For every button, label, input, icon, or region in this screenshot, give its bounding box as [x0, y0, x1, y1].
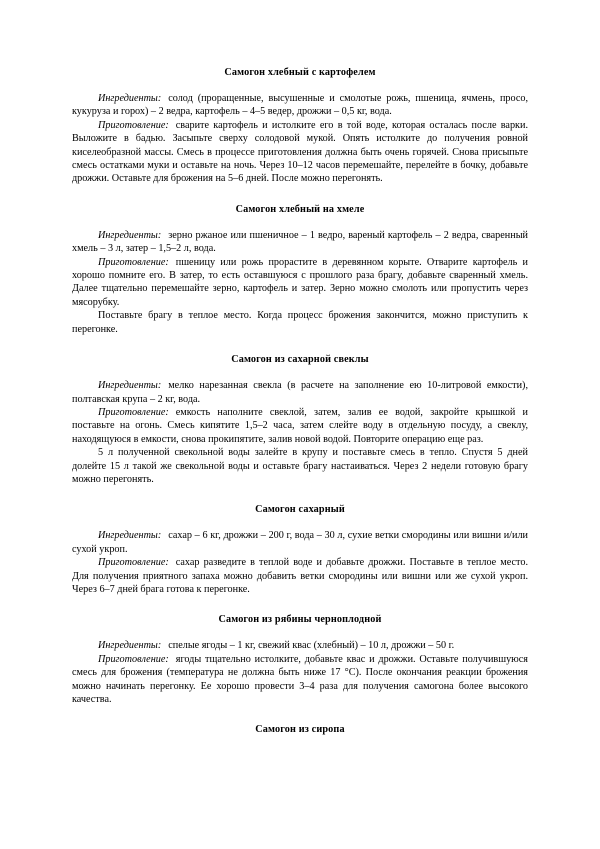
recipe-preparation-paragraph-3: [72, 406, 528, 446]
recipe-heading-6: Самогон из сиропа: [255, 724, 345, 736]
recipe-heading-1: Самогон хлебный с картофелем: [224, 67, 376, 78]
ingredients-label: Ингредиенты:: [98, 93, 162, 104]
recipe-extra-paragraph-3: 5 л полученной свекольной воды залейте в крупу и поставьте смесь в тепло. Спустя 5 дней долейте 15 л такой же свекольной воды и оставьте брагу настаиваться. Через 2 недели готовую брагу можно перегонять.: [72, 447, 528, 485]
recipe-preparation-paragraph-4: [72, 556, 528, 596]
recipe-preparation-paragraph-5: [72, 653, 528, 707]
recipe-extra-paragraph-2: Поставьте брагу в теплое место. Когда процесс брожения закончится, можно приступить к перегонке.: [72, 310, 528, 335]
recipe-ingredients-text-1: солод (проращенные, высушенные и смолотые рожь, пшеница, ячмень, просо, кукуруза и горох) – 2 ведра, картофель – 4–5 ведер, дрожжи – 0,5 кг, вода.: [72, 93, 528, 118]
recipe-ingredients-text-5: спелые ягоды – 1 кг, свежий квас (хлебный) – 10 л, дрожжи – 50 г.: [168, 640, 455, 652]
recipe-heading-2: Самогон хлебный на хмеле: [235, 203, 365, 215]
recipe-preparation-text-1: сварите картофель и истолките его в той воде, которая осталась после варки. Выложите в бадью. Засыпьте сверху солодовой мукой. Опять истолките до получения ровной киселеобразной массы. Смесь в процессе приготовления должна быть очень горячей. Снова присыпьте смесь остатками муки и оставьте на ночь. Через 10–12 часов перемешайте, перелейте в бочку, добавьте дрожжи. Оставьте для брожения на 5–6 дней. После можно перегонять.: [72, 119, 528, 185]
ingredients-label: Ингредиенты:: [98, 530, 162, 542]
recipe-ingredients-paragraph-3: [72, 379, 528, 406]
recipe-preparation-paragraph-1: [72, 119, 528, 186]
recipe-heading-3: Самогон из сахарной свеклы: [231, 354, 369, 366]
preparation-label: Приготовление:: [98, 119, 169, 131]
recipe-ingredients-paragraph-1: [72, 92, 528, 119]
recipe-preparation-text-2: пшеницу или рожь прорастите в деревянном корыте. Отварите картофель и хорошо помните его. В затер, то есть оставшуюся с прошлого раза брагу, добавьте сваренный хмель. Далее тщательно перемешайте зерно, картофель и затер. Зерно можно смолоть или пропустить через мясорубку.: [72, 256, 528, 308]
recipe-ingredients-paragraph-2: [72, 229, 528, 256]
recipe-preparation-text-5: ягоды тщательно истолките, добавьте квас и дрожжи. Оставьте получившуюся смесь для брожения (температура не должна быть ниже 17 °C). После окончания реакции брожения можно начинать перегонку. Ее хорошо провести 3–4 раза для получения самогона более высокого качества.: [72, 653, 528, 705]
recipe-preparation-paragraph-2: [72, 256, 528, 310]
recipe-ingredients-text-2: зерно ржаное или пшеничное – 1 ведро, вареный картофель – 2 ведра, сваренный хмель – 3 л, затер – 1,5–2 л, вода.: [72, 229, 528, 255]
recipe-ingredients-paragraph-4: [72, 529, 528, 556]
ingredients-label: Ингредиенты:: [98, 380, 162, 392]
preparation-label: Приготовление:: [98, 256, 169, 268]
recipe-preparation-text-3: емкость наполните свеклой, затем, залив ее водой, закройте крышкой и поставьте на огонь. Смесь кипятите 1,5–2 часа, затем слейте воду в отдельную посуду, а свеклу, находящуюся в емкости, снова прокипятите, залив новой водой. Повторите операцию еще раз.: [72, 406, 528, 445]
preparation-label: Приготовление:: [98, 557, 169, 569]
ingredients-label: Ингредиенты:: [98, 229, 162, 241]
recipe-ingredients-paragraph-5: [72, 639, 528, 652]
ingredients-label: Ингредиенты:: [98, 640, 162, 652]
recipe-heading-5: Самогон из рябины черноплодной: [218, 614, 382, 626]
recipe-heading-4: Самогон сахарный: [255, 504, 345, 516]
recipe-ingredients-text-3: мелко нарезанная свекла (в расчете на заполнение ею 10-литровой емкости), полтавская крупа – 2 кг, вода.: [72, 380, 528, 405]
preparation-label: Приготовление:: [98, 406, 169, 418]
preparation-label: Приготовление:: [98, 653, 169, 665]
recipe-preparation-text-4: сахар разведите в теплой воде и добавьте дрожжи. Поставьте в теплое место. Для получения приятного запаха можно добавить ветки смородины или вишни или же сухой укроп. Через 6–7 дней брага готова к перегонке.: [72, 557, 528, 595]
recipe-ingredients-text-4: сахар – 6 кг, дрожжи – 200 г, вода – 30 л, сухие ветки смородины или вишни и/или сухой укроп.: [72, 530, 528, 555]
